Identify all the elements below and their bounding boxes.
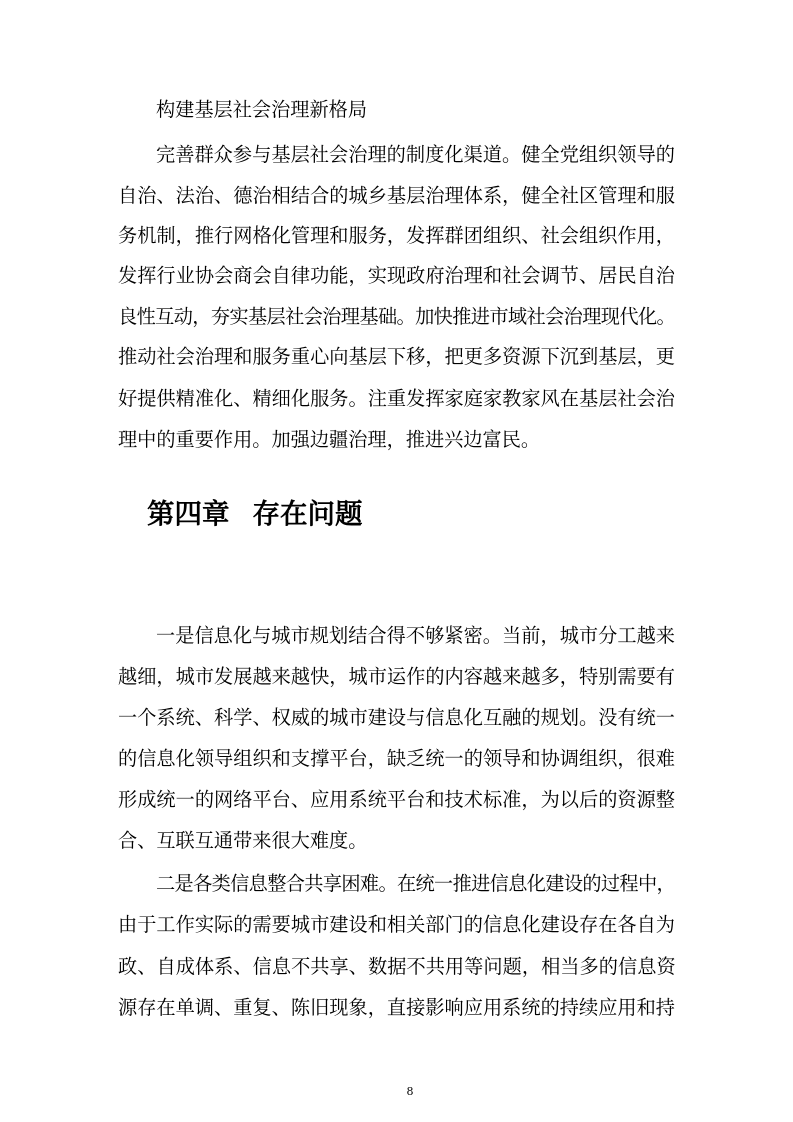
chapter-title: 存在问题 (252, 498, 363, 530)
paragraph-line: 良性互动，夯实基层社会治理基础。加快推进市域社会治理现代化。 (118, 305, 675, 328)
section-heading: 构建基层社会治理新格局 (156, 98, 368, 121)
paragraph-line: 的信息化领导组织和支撑平台，缺乏统一的领导和协调组织，很难 (118, 747, 675, 770)
paragraph-line: 政、自成体系、信息不共享、数据不共用等问题，相当多的信息资 (118, 955, 675, 978)
paragraph-line: 一个系统、科学、权威的城市建设与信息化互融的规划。没有统一 (118, 706, 675, 729)
chapter-heading (147, 496, 363, 532)
paragraph-line: 发挥行业协会商会自律功能，实现政府治理和社会调节、居民自治 (118, 264, 675, 287)
page-number: 8 (406, 1085, 414, 1098)
paragraph-line: 形成统一的网络平台、应用系统平台和技术标准，为以后的资源整 (118, 788, 675, 811)
paragraph-line: 好提供精准化、精细化服务。注重发挥家庭家教家风在基层社会治 (118, 387, 675, 410)
paragraph-line: 越细，城市发展越来越快，城市运作的内容越来越多，特别需要有 (118, 665, 675, 688)
paragraph-line: 推动社会治理和服务重心向基层下移，把更多资源下沉到基层，更 (118, 345, 675, 368)
paragraph-line: 由于工作实际的需要城市建设和相关部门的信息化建设存在各自为 (118, 913, 675, 936)
paragraph-line: 一是信息化与城市规划结合得不够紧密。当前，城市分工越来 (156, 624, 675, 647)
paragraph-line: 二是各类信息整合共享困难。在统一推进信息化建设的过程中， (156, 872, 676, 895)
paragraph-line: 自治、法治、德治相结合的城乡基层治理体系，健全社区管理和服 (118, 184, 675, 207)
paragraph-line: 完善群众参与基层社会治理的制度化渠道。健全党组织领导的 (156, 143, 675, 166)
paragraph-line: 理中的重要作用。加强边疆治理，推进兴边富民。 (118, 428, 541, 451)
chapter-number: 第四章 (147, 498, 230, 530)
paragraph-line: 源存在单调、重复、陈旧现象，直接影响应用系统的持续应用和持 (118, 996, 675, 1019)
paragraph-line: 合、互联互通带来很大难度。 (118, 829, 368, 852)
paragraph-line: 务机制，推行网格化管理和服务，发挥群团组织、社会组织作用， (118, 224, 675, 247)
